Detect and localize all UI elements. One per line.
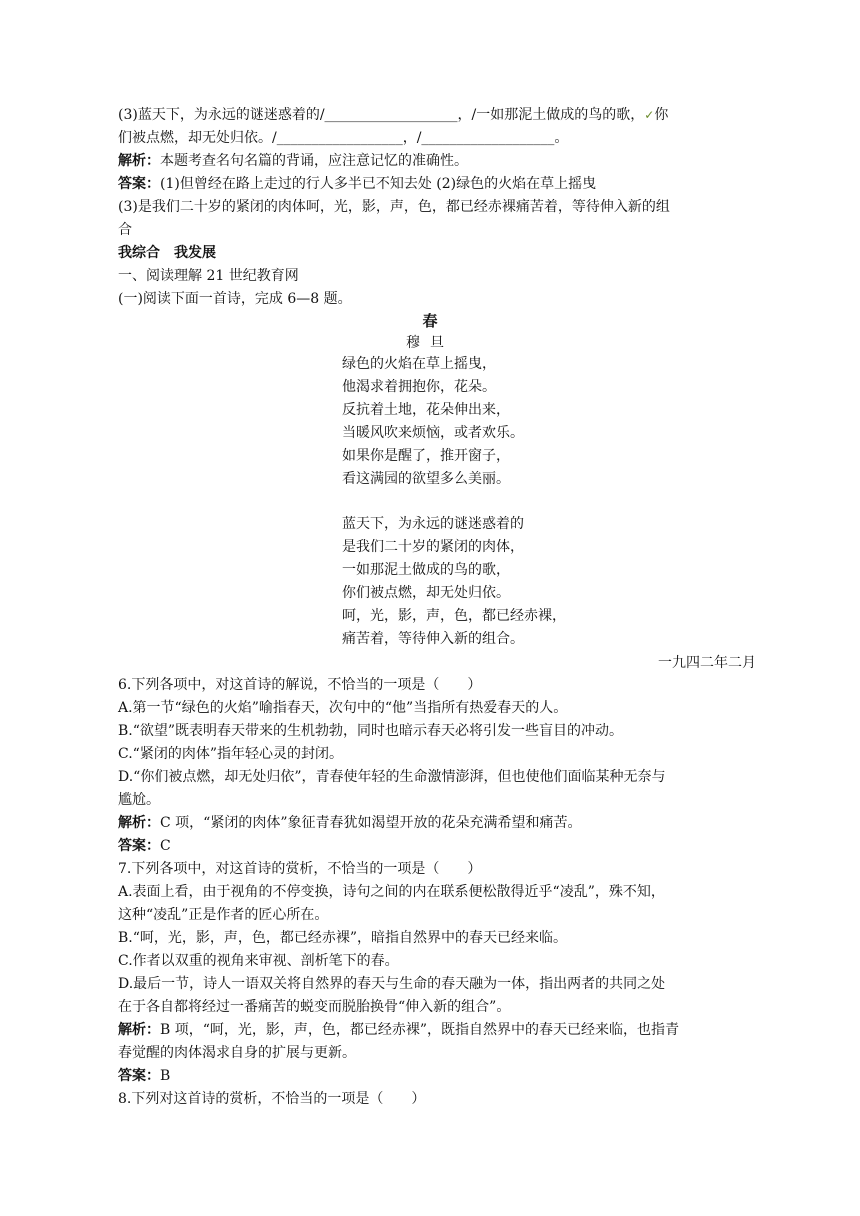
poem-line: 一如那泥土做成的鸟的歌，	[342, 562, 510, 578]
check-mark-icon: ✓	[644, 108, 655, 122]
q5-part3-text: (3)蓝天下，为永远的谜迷惑着的/___________________，/一如那泥土做成的鸟的歌，	[118, 107, 645, 123]
poem-title: 春	[422, 312, 438, 330]
analysis-text: B 项，“呵，光，影，声，色，都已经赤裸”，既指自然界中的春天已经来临，也指青	[160, 1022, 680, 1038]
poem-line: 蓝天下，为永远的谜迷惑着的	[342, 516, 524, 532]
q7-option-a: A.表面上看，由于视角的不停变换，诗句之间的内在联系便松散得近乎“凌乱”，殊不知，	[118, 884, 665, 900]
q6-answer	[118, 836, 171, 856]
poem-line: 是我们二十岁的紧闭的肉体，	[342, 539, 524, 555]
q7-option-b: B.“呵，光，影，声，色，都已经赤裸”，暗指自然界中的春天已经来临。	[118, 930, 568, 946]
q5-part3-end: 你	[654, 107, 669, 123]
poem-line: 呵，光，影，声，色，都已经赤裸，	[342, 608, 566, 624]
analysis-label: 解析：	[118, 815, 160, 831]
poem-line: 看这满园的欲望多么美丽。	[342, 471, 510, 487]
section-heading: 我综合 我发展	[118, 245, 216, 261]
q8-stem: 8.下列对这首诗的赏析，不恰当的一项是（ ）	[118, 1091, 426, 1107]
answer-label: 答案：	[118, 838, 160, 854]
q5-analysis	[118, 151, 468, 171]
q6-stem: 6.下列各项中，对这首诗的解说，不恰当的一项是（ ）	[118, 677, 482, 693]
answer-label: 答案：	[118, 176, 160, 192]
q7-analysis	[118, 1020, 679, 1040]
answer-text: C	[160, 838, 171, 854]
analysis-text: C 项，“紧闭的肉体”象征青春犹如渴望开放的花朵充满希望和痛苦。	[160, 815, 582, 831]
q7-option-c: C.作者以双重的视角来审视、剖析笔下的春。	[118, 953, 399, 969]
q5-part3-line2: 们被点燃，却无处归依。/__________________，/___________________。	[118, 130, 569, 146]
poem-line: 绿色的火焰在草上摇曳，	[342, 356, 496, 372]
q6-analysis	[118, 813, 581, 833]
answer-text: (1)但曾经在路上走过的行人多半已不知去处 (2)绿色的火焰在草上摇曳	[160, 176, 597, 192]
reading-instruction: (一)阅读下面一首诗，完成 6—8 题。	[118, 291, 352, 307]
q6-option-a: A.第一节“绿色的火焰”喻指春天，次句中的“他”当指所有热爱春天的人。	[118, 700, 568, 716]
part-one-heading: 一、阅读理解 21 世纪教育网	[118, 268, 299, 284]
answer-text: B	[160, 1068, 171, 1084]
q5-answer-line2: (3)是我们二十岁的紧闭的肉体呵，光，影，声，色，都已经赤裸痛苦着，等待伸入新的组	[118, 199, 670, 215]
poem-author: 穆旦	[406, 335, 454, 351]
q6-option-d: D.“你们被点燃，却无处归依”，青春使年轻的生命激情澎湃，但也使他们面临某种无奈与	[118, 769, 666, 785]
poem-line: 如果你是醒了，推开窗子，	[342, 448, 510, 464]
poem-date: 一九四二年二月	[658, 655, 756, 671]
analysis-text: 本题考查名句名篇的背诵，应注意记忆的准确性。	[160, 153, 468, 169]
q7-option-d: D.最后一节，诗人一语双关将自然界的春天与生命的春天融为一体，指出两者的共同之处	[118, 976, 666, 992]
q7-stem: 7.下列各项中，对这首诗的赏析，不恰当的一项是（ ）	[118, 861, 482, 877]
answer-label: 答案：	[118, 1068, 160, 1084]
q7-answer	[118, 1066, 170, 1086]
poem-line: 当暖风吹来烦恼，或者欢乐。	[342, 425, 524, 441]
poem-line: 痛苦着，等待伸入新的组合。	[342, 631, 524, 647]
q7-analysis-cont: 春觉醒的肉体渴求自身的扩展与更新。	[118, 1045, 356, 1061]
q5-answer-line3: 合	[118, 222, 132, 238]
q7-option-a-cont: 这种“凌乱”正是作者的匠心所在。	[118, 907, 329, 923]
analysis-label: 解析：	[118, 153, 160, 169]
q6-option-d-cont: 尴尬。	[118, 792, 160, 808]
q7-option-d-cont: 在于各自都将经过一番痛苦的蜕变而脱胎换骨“伸入新的组合”。	[118, 999, 511, 1015]
poem-line: 你们被点燃，却无处归依。	[342, 585, 510, 601]
q5-answer	[118, 174, 596, 194]
q5-part3-line1	[118, 105, 668, 125]
poem-line: 反抗着土地，花朵伸出来，	[342, 402, 510, 418]
q6-option-c: C.“紧闭的肉体”指年轻心灵的封闭。	[118, 746, 343, 762]
q6-option-b: B.“欲望”既表明春天带来的生机勃勃，同时也暗示春天必将引发一些盲目的冲动。	[118, 723, 624, 739]
poem-line: 他渴求着拥抱你，花朵。	[342, 379, 496, 395]
analysis-label: 解析：	[118, 1022, 160, 1038]
